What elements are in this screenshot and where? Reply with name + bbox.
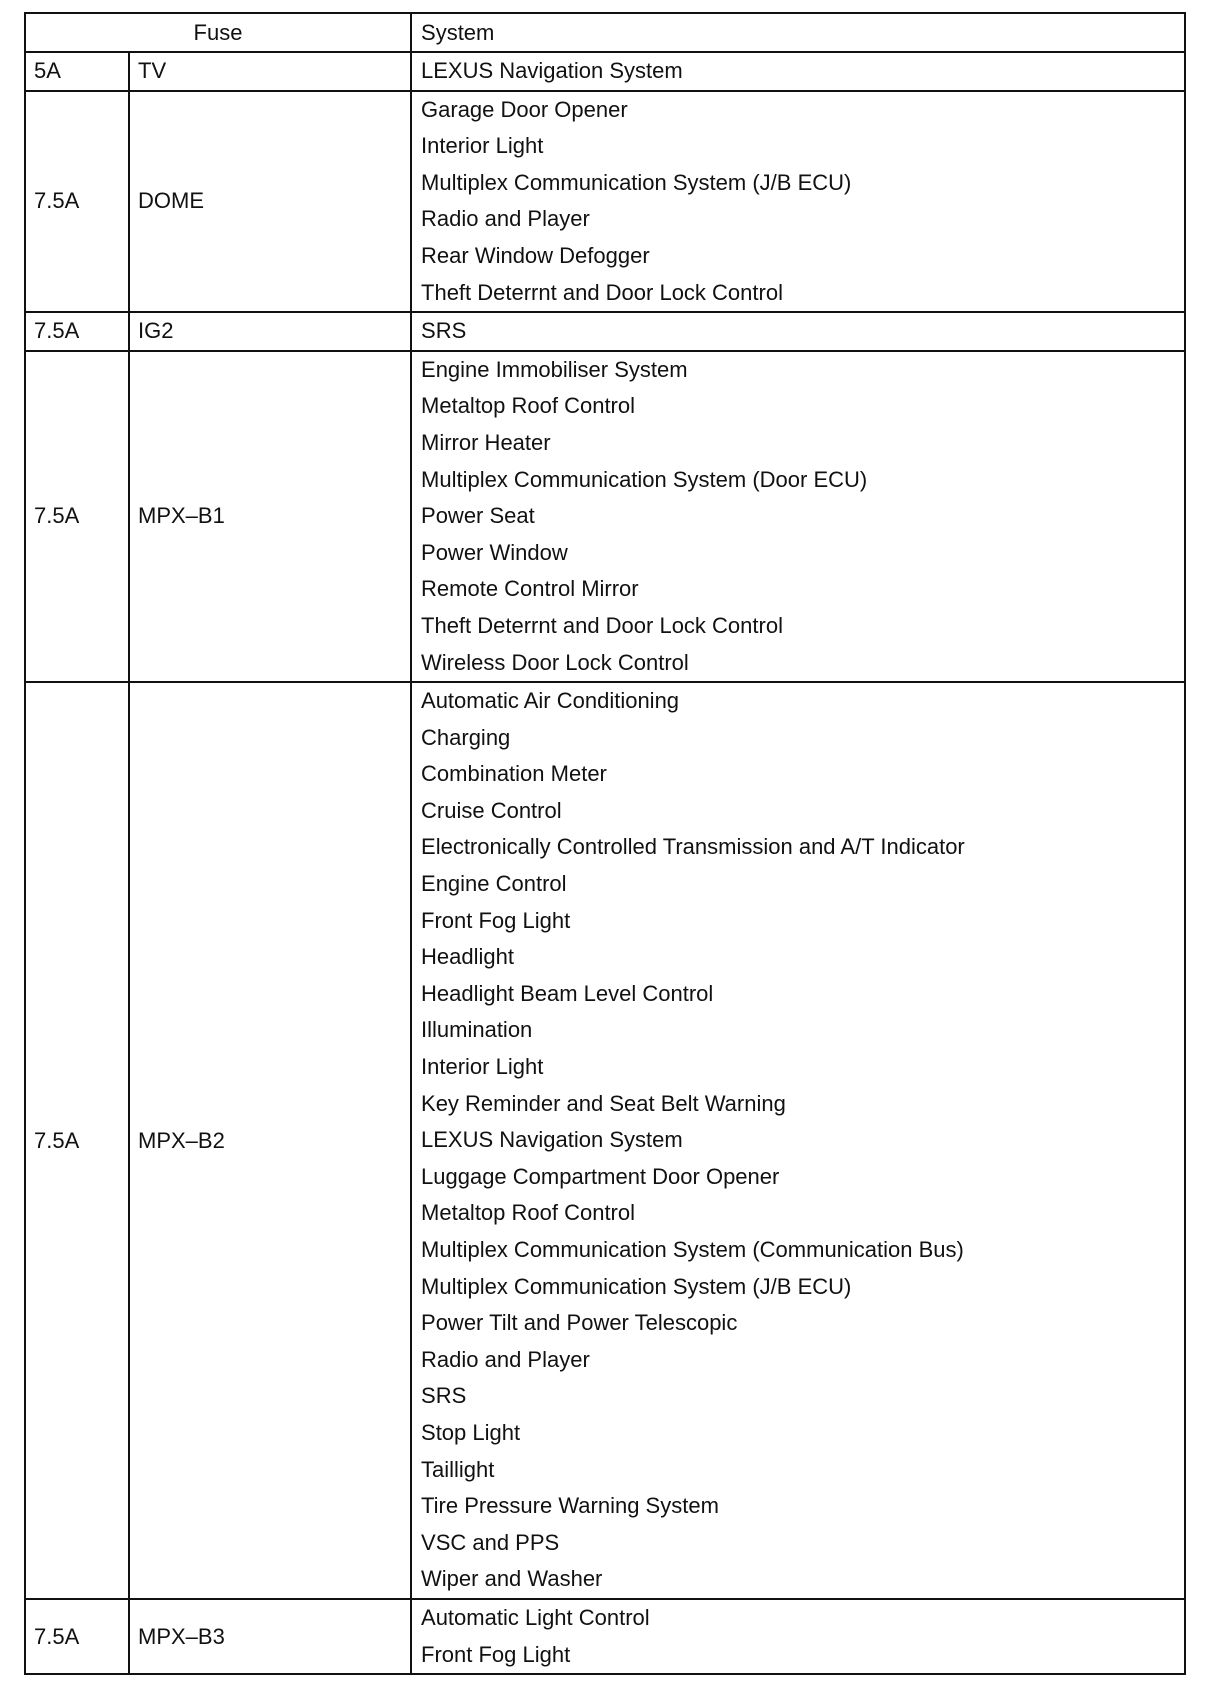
system-item: Tire Pressure Warning System — [421, 1493, 719, 1519]
system-item: Illumination — [421, 1017, 533, 1043]
system-list — [411, 682, 1185, 1599]
system-item: Multiplex Communication System (J/B ECU) — [421, 1273, 852, 1299]
system-item: SRS — [421, 1383, 467, 1409]
header-row — [25, 13, 1185, 52]
fuse-amperage: 7.5A — [25, 682, 129, 1599]
fuse-name: MPX–B2 — [129, 682, 411, 1599]
system-item: Headlight — [421, 944, 514, 970]
system-item: Engine Control — [421, 871, 567, 897]
system-item: Charging — [421, 724, 511, 750]
fuse-amperage: 7.5A — [25, 312, 129, 351]
system-item: Theft Deterrnt and Door Lock Control — [421, 279, 783, 305]
system-item: Power Tilt and Power Telescopic — [421, 1310, 738, 1336]
fuse-name: IG2 — [129, 312, 411, 351]
system-item: Garage Door Opener — [421, 96, 628, 122]
system-item: Taillight — [421, 1456, 495, 1482]
fuse-row — [25, 91, 1185, 313]
system-item: Radio and Player — [421, 1346, 590, 1372]
fuse-row — [25, 52, 1185, 91]
system-item: Interior Light — [421, 133, 544, 159]
fuse-row — [25, 682, 1185, 1599]
system-item: Radio and Player — [421, 206, 590, 232]
system-item: LEXUS Navigation System — [421, 58, 683, 83]
fuse-amperage: 7.5A — [25, 91, 129, 313]
fuse-row — [25, 312, 1185, 351]
system-item: Front Fog Light — [421, 1641, 571, 1667]
fuse-row — [25, 1599, 1185, 1674]
system-list — [411, 52, 1185, 91]
system-item: Interior Light — [421, 1054, 544, 1080]
system-item: Power Window — [421, 539, 568, 565]
system-item: SRS — [421, 318, 467, 344]
fuse-row — [25, 351, 1185, 682]
table-header — [25, 13, 1185, 52]
system-item: Combination Meter — [421, 761, 607, 787]
system-column-header: System — [411, 13, 1185, 52]
system-item: LEXUS Navigation System — [421, 1127, 683, 1153]
fuse-name: MPX–B3 — [129, 1599, 411, 1674]
fuse-name: MPX–B1 — [129, 351, 411, 682]
system-item: VSC and PPS — [421, 1529, 560, 1555]
system-list — [411, 91, 1185, 313]
fuse-column-header: Fuse — [25, 13, 411, 52]
table-body — [25, 52, 1185, 1674]
system-item: Luggage Compartment Door Opener — [421, 1163, 780, 1189]
fuse-name: TV — [129, 52, 411, 91]
fuse-amperage: 5A — [25, 52, 129, 91]
fuse-system-table — [24, 12, 1186, 1675]
fuse-amperage: 7.5A — [25, 1599, 129, 1674]
system-item: Metaltop Roof Control — [421, 1200, 636, 1226]
system-item: Engine Immobiliser System — [421, 356, 688, 382]
system-item: Multiplex Communication System (J/B ECU) — [421, 169, 852, 195]
system-item: Theft Deterrnt and Door Lock Control — [421, 612, 783, 638]
system-list — [411, 312, 1185, 351]
system-item: Electronically Controlled Transmission and A/T Indicator — [421, 834, 965, 860]
system-item: Rear Window Defogger — [421, 242, 650, 268]
system-item: Wireless Door Lock Control — [421, 649, 689, 675]
system-item: Multiplex Communication System (Communication Bus) — [421, 1237, 964, 1262]
system-list — [411, 1599, 1185, 1674]
system-list — [411, 351, 1185, 682]
system-item: Stop Light — [421, 1419, 521, 1445]
fuse-amperage: 7.5A — [25, 351, 129, 682]
system-item: Headlight Beam Level Control — [421, 980, 714, 1006]
system-item: Front Fog Light — [421, 907, 571, 933]
system-item: Metaltop Roof Control — [421, 393, 636, 419]
system-item: Automatic Light Control — [421, 1604, 650, 1630]
system-item: Mirror Heater — [421, 429, 551, 455]
fuse-name: DOME — [129, 91, 411, 313]
system-item: Wiper and Washer — [421, 1566, 603, 1592]
system-item: Remote Control Mirror — [421, 576, 639, 602]
system-item: Cruise Control — [421, 797, 562, 823]
system-item: Power Seat — [421, 503, 535, 529]
system-item: Automatic Air Conditioning — [421, 688, 680, 714]
system-item: Multiplex Communication System (Door ECU) — [421, 466, 868, 492]
system-item: Key Reminder and Seat Belt Warning — [421, 1090, 786, 1116]
